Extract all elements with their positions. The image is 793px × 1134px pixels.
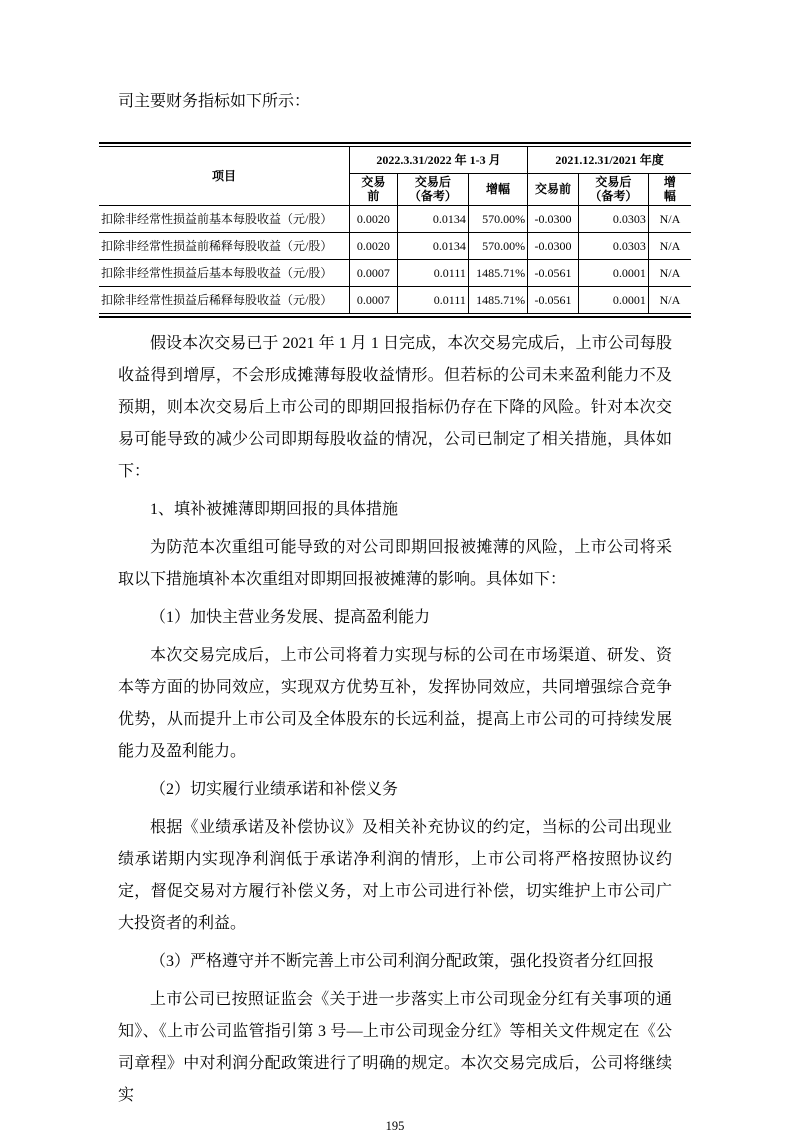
table-cell-value: 0.0020 bbox=[349, 205, 397, 232]
table-cell-value: 570.00% bbox=[468, 205, 527, 232]
table-cell-value: -0.0300 bbox=[528, 205, 579, 232]
table-cell-value: 0.0020 bbox=[349, 232, 397, 259]
table-cell-value: 0.0111 bbox=[397, 259, 468, 286]
body-paragraph-5: 上市公司已按照证监会《关于进一步落实上市公司现金分红有关事项的通知》、《上市公司监管指引第 3 号—上市公司现金分红》等相关文件规定在《公司章程》中对利润分配政策进行了明确的规定。本次交易完成后，公司将继续实 bbox=[118, 990, 672, 1104]
section-heading-1: 1、填补被摊薄即期回报的具体措施 bbox=[150, 500, 399, 518]
financial-indicators-table-wrapper bbox=[99, 142, 691, 318]
table-header-group-row bbox=[99, 147, 691, 174]
table-cell-value: 0.0001 bbox=[579, 259, 649, 286]
page-number: 195 bbox=[385, 1118, 405, 1133]
table-cell-value: 0.0111 bbox=[397, 286, 468, 313]
table-cell-value: 0.0134 bbox=[397, 205, 468, 232]
table-row bbox=[99, 286, 691, 313]
table-cell-value: 0.0303 bbox=[579, 232, 649, 259]
table-cell-value: N/A bbox=[648, 259, 691, 286]
col-header-post-deal-2: 交易后 （备考） bbox=[579, 174, 649, 206]
table-cell-value: N/A bbox=[648, 232, 691, 259]
col-header-change-1: 增幅 bbox=[468, 174, 527, 206]
table-cell-value: -0.0300 bbox=[528, 232, 579, 259]
table-cell-value: -0.0561 bbox=[528, 259, 579, 286]
table-row bbox=[99, 259, 691, 286]
section-heading-1-3: （3）严格遵守并不断完善上市公司利润分配政策，强化投资者分红回报 bbox=[150, 952, 655, 970]
table-cell-value: 1485.71% bbox=[468, 286, 527, 313]
section-heading-1-1: （1）加快主营业务发展、提高盈利能力 bbox=[150, 608, 431, 626]
table-cell-item: 扣除非经常性损益后稀释每股收益（元/股） bbox=[99, 286, 349, 313]
table-cell-value: 570.00% bbox=[468, 232, 527, 259]
table-row bbox=[99, 205, 691, 232]
table-cell-value: 0.0134 bbox=[397, 232, 468, 259]
table-cell-value: 0.0303 bbox=[579, 205, 649, 232]
col-group-2022: 2022.3.31/2022 年 1-3 月 bbox=[349, 147, 527, 174]
table-cell-value: 0.0001 bbox=[579, 286, 649, 313]
body-paragraph-2: 为防范本次重组可能导致的对公司即期回报被摊薄的风险，上市公司将采取以下措施填补本次重组对即期回报被摊薄的影响。具体如下： bbox=[118, 538, 672, 588]
col-header-post-deal-1: 交易后 （备考） bbox=[397, 174, 468, 206]
financial-indicators-table bbox=[99, 146, 691, 314]
section-heading-1-2: （2）切实履行业绩承诺和补偿义务 bbox=[150, 780, 399, 798]
table-cell-item: 扣除非经常性损益前稀释每股收益（元/股） bbox=[99, 232, 349, 259]
col-header-change-2: 增 幅 bbox=[648, 174, 691, 206]
table-cell-value: N/A bbox=[648, 205, 691, 232]
body-paragraph-1: 假设本次交易已于 2021 年 1 月 1 日完成，本次交易完成后，上市公司每股收益得到增厚，不会形成摊薄每股收益情形。但若标的公司未来盈利能力不及预期，则本次交易后上市公司的即期回报指标仍存在下降的风险。针对本次交易可能导致的减少公司即期每股收益的情况，公司已制定了相关措施，具体如下： bbox=[118, 334, 672, 480]
table-cell-item: 扣除非经常性损益后基本每股收益（元/股） bbox=[99, 259, 349, 286]
table-cell-value: 1485.71% bbox=[468, 259, 527, 286]
col-header-pre-deal-2: 交易前 bbox=[528, 174, 579, 206]
table-cell-value: 0.0007 bbox=[349, 286, 397, 313]
table-cell-value: 0.0007 bbox=[349, 259, 397, 286]
body-paragraph-3: 本次交易完成后，上市公司将着力实现与标的公司在市场渠道、研发、资本等方面的协同效应，实现双方优势互补，发挥协同效应，共同增强综合竞争优势，从而提升上市公司及全体股东的长远利益，提高上市公司的可持续发展能力及盈利能力。 bbox=[118, 646, 672, 760]
body-paragraph-4: 根据《业绩承诺及补偿协议》及相关补充协议的约定，当标的公司出现业绩承诺期内实现净利润低于承诺净利润的情形，上市公司将严格按照协议约定，督促交易对方履行补偿义务，对上市公司进行补偿，切实维护上市公司广大投资者的利益。 bbox=[118, 818, 672, 932]
col-header-item: 项目 bbox=[99, 147, 349, 206]
table-cell-value: -0.0561 bbox=[528, 286, 579, 313]
table-cell-item: 扣除非经常性损益前基本每股收益（元/股） bbox=[99, 205, 349, 232]
intro-text: 司主要财务指标如下所示： bbox=[118, 93, 311, 110]
table-row bbox=[99, 232, 691, 259]
col-group-2021: 2021.12.31/2021 年度 bbox=[528, 147, 691, 174]
col-header-pre-deal-1: 交易 前 bbox=[349, 174, 397, 206]
table-cell-value: N/A bbox=[648, 286, 691, 313]
